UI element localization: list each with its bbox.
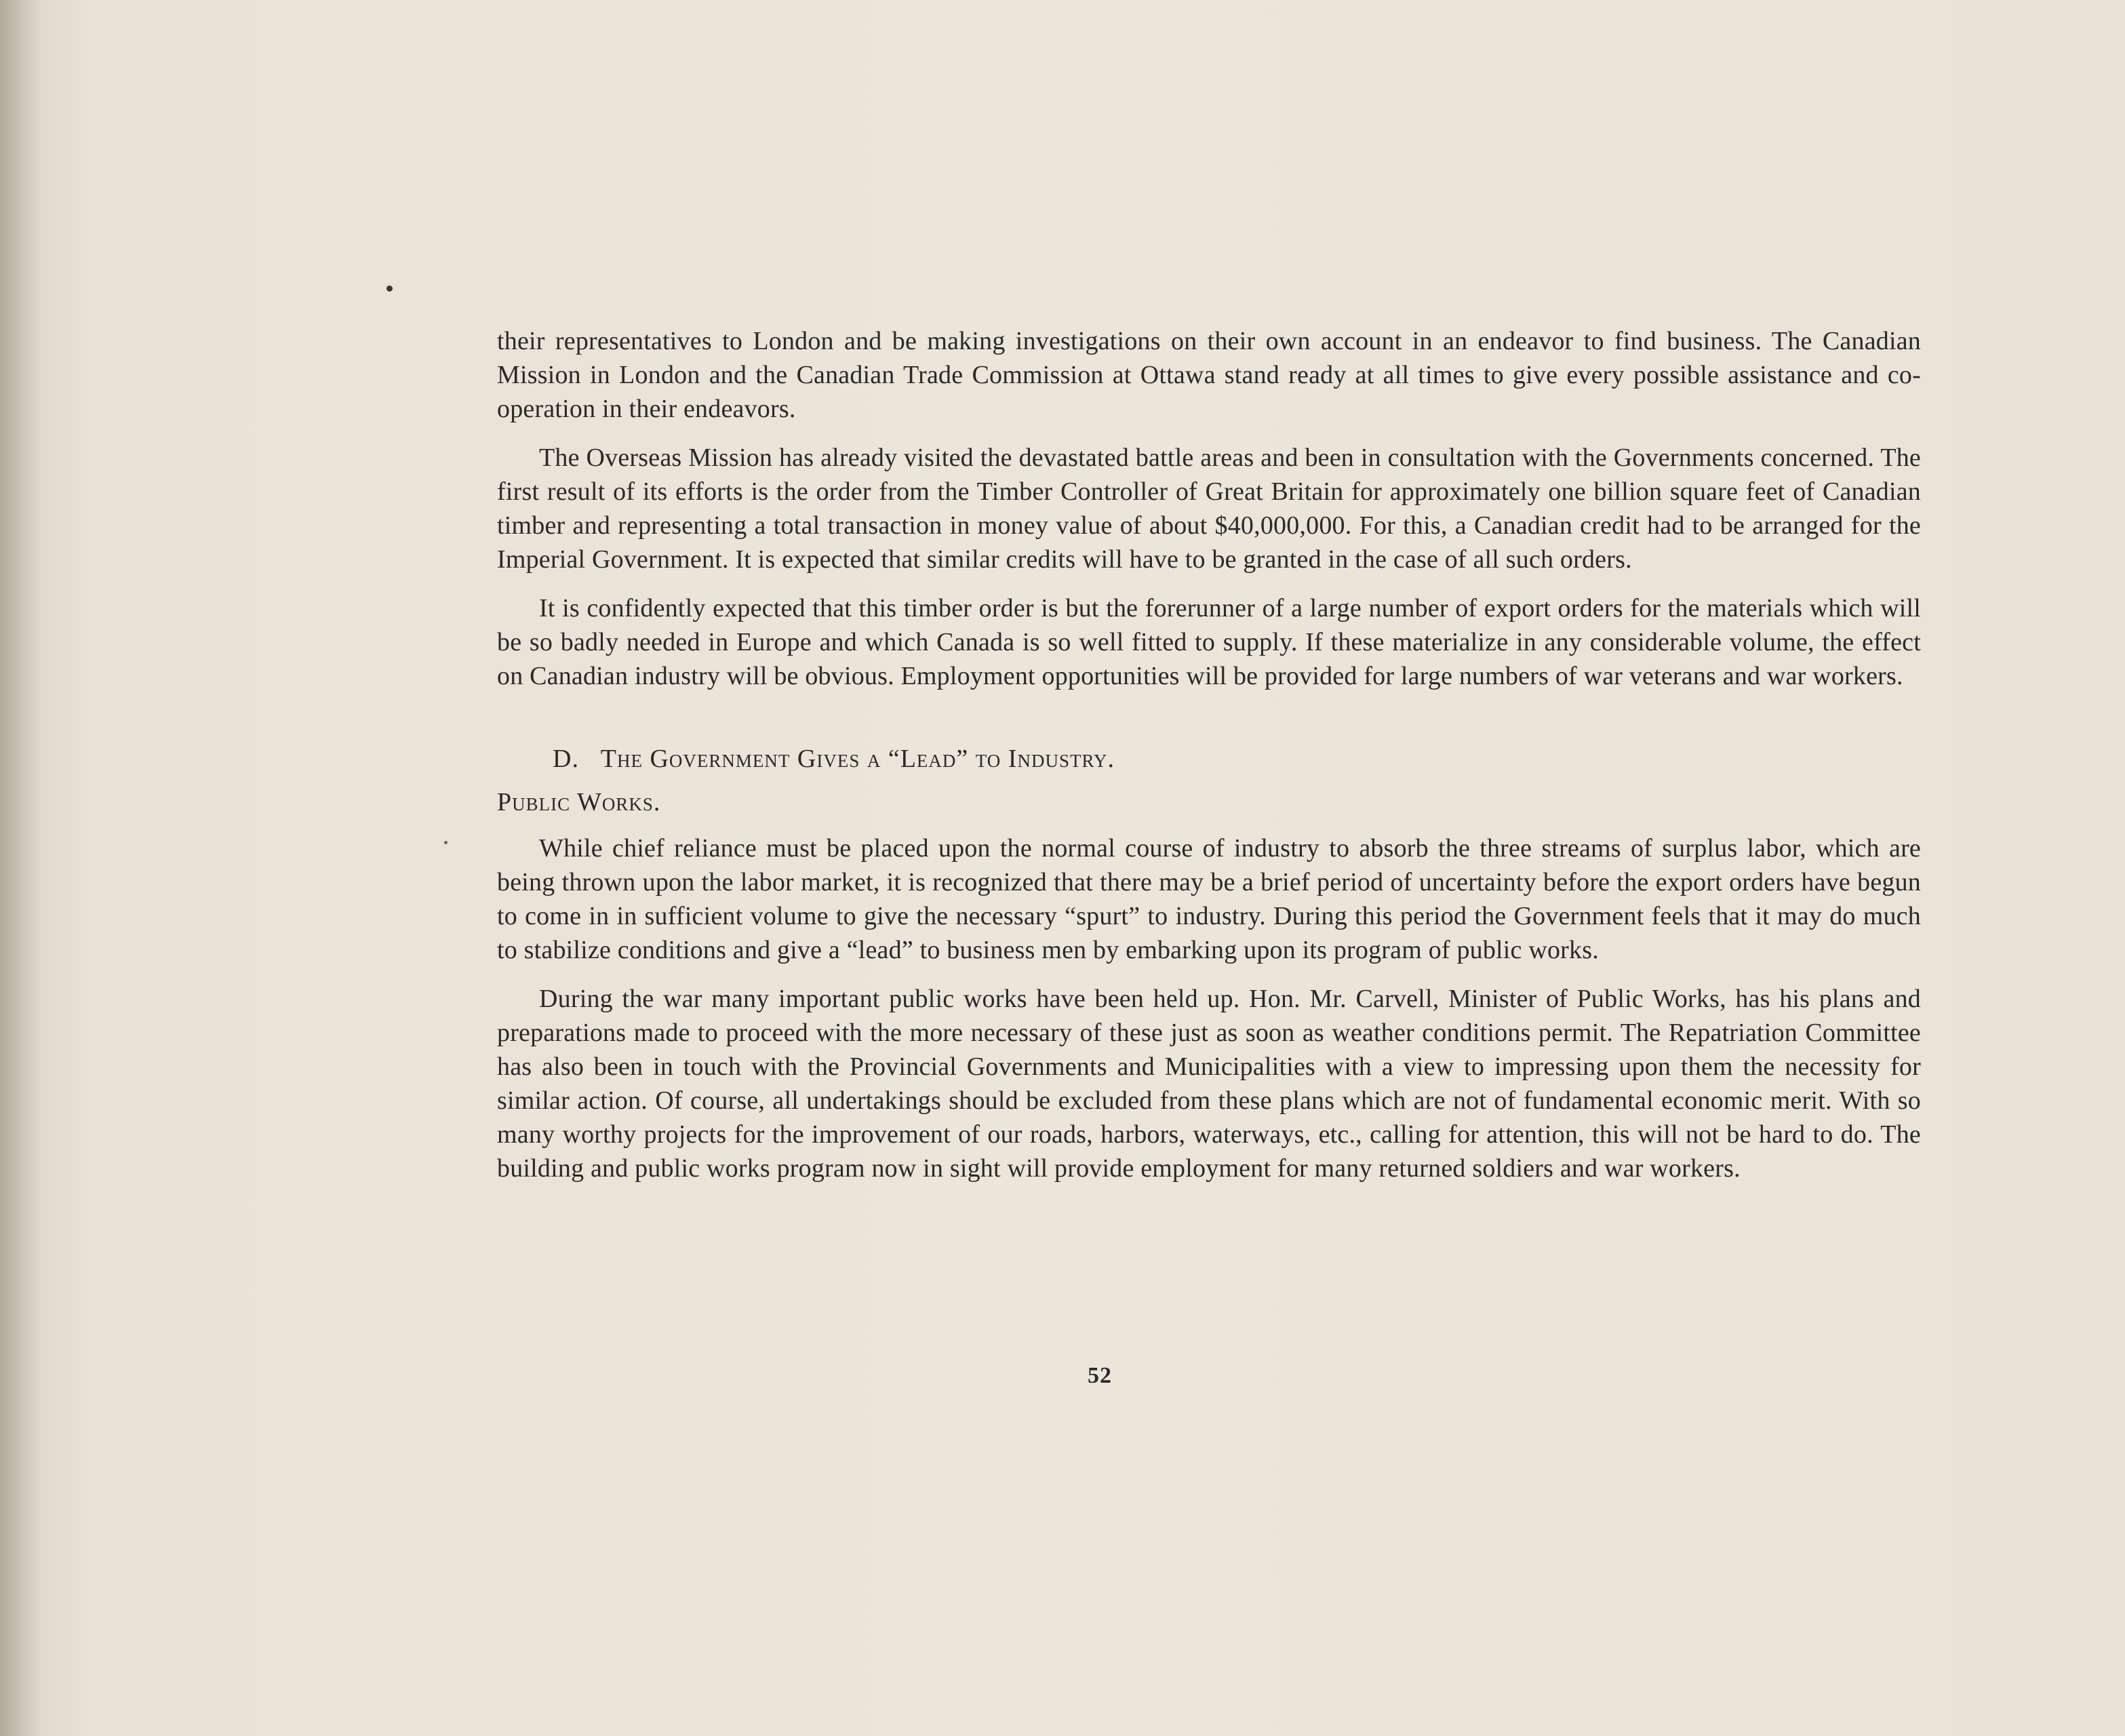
subheading: Public Works. <box>497 788 661 816</box>
paragraph: While chief reliance must be placed upon the normal course of industry to absorb the three streams of surplus labor, which are being thrown upon the labor market, it is recognized that there may be a brief period of uncertainty before the export orders have begun to come in in sufficient volume to give the necessary “spurt” to industry. During this period the Government feels that it may do much to stabilize conditions and give a “lead” to business men by embarking upon its program of public works. <box>497 834 1921 964</box>
page-number: 52 <box>1088 1363 1112 1388</box>
paragraph: It is confidently expected that this timber order is but the forerunner of a large number of export orders for the materials which will be so badly needed in Europe and which Canada is so well fitted to supply. If these materialize in any considerable volume, the effect on Canadian industry will be obvious. Employment opportunities will be provided for large numbers of war veterans and war workers. <box>497 594 1921 690</box>
ink-speck <box>386 285 393 292</box>
paragraph: The Overseas Mission has already visited the devastated battle areas and been in consultation with the Governments concerned. The first result of its efforts is the order from the Timber Controller of Great Britain for approximately one billion square feet of Canadian timber and representing a total transaction in money value of about $40,000,000. For this, a Canadian credit had to be arranged for the Imperial Government. It is expected that similar credits will have to be granted in the case of all such orders. <box>497 443 1921 574</box>
body-text <box>497 324 1921 1200</box>
gutter-shadow <box>0 0 41 1736</box>
paragraph: During the war many important public works have been held up. Hon. Mr. Carvell, Minister of Public Works, has his plans and preparations made to proceed with the more necessary of these just as soon as weather conditions permit. The Repatriation Committee has also been in touch with the Provincial Governments and Municipalities with a view to impressing upon them the necessity for similar action. Of course, all undertakings should be excluded from these plans which are not of fundamental economic merit. With so many worthy projects for the improvement of our roads, harbors, waterways, etc., calling for attention, this will not be hard to do. The building and public works program now in sight will provide employment for many returned soldiers and war workers. <box>497 985 1921 1183</box>
ink-speck-small <box>444 841 448 844</box>
section-heading <box>497 742 1921 776</box>
section-label: D. <box>553 745 579 773</box>
paragraph: their representatives to London and be making investigations on their own account in an endeavor to find business. The Canadian Mission in London and the Canadian Trade Commission at Ottawa stand ready at all times to give every possible assistance and co-operation in their endeavors. <box>497 327 1921 423</box>
section-title: The Government Gives a “Lead” to Industry. <box>600 745 1115 773</box>
